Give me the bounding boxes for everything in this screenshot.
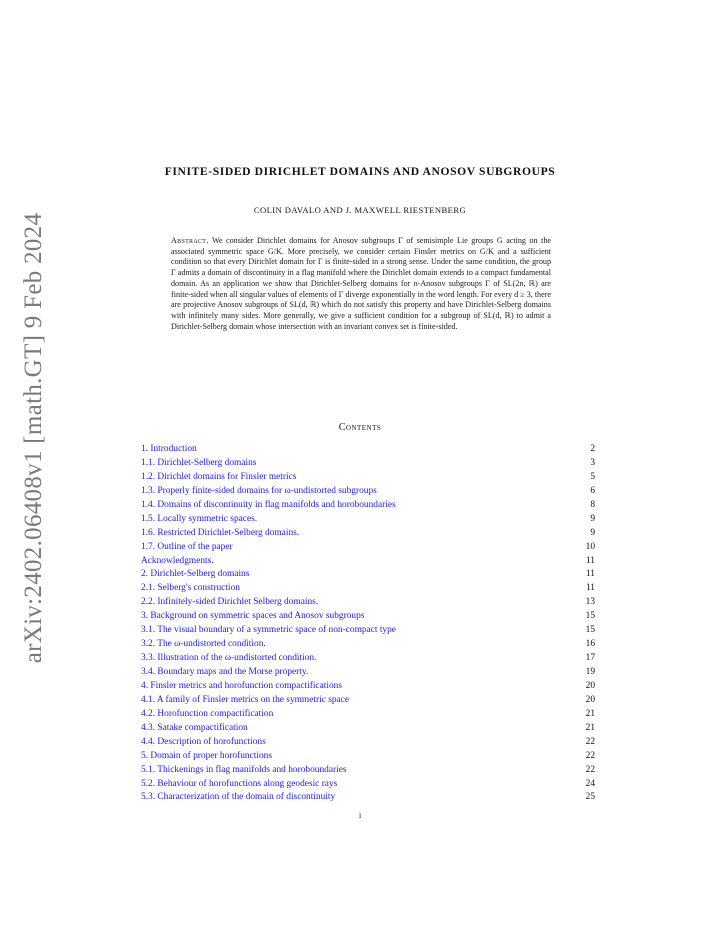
toc-row[interactable]: [141, 443, 595, 457]
toc-entry-link[interactable]: 1.5. Locally symmetric spaces.: [141, 513, 258, 524]
toc-row[interactable]: [141, 541, 595, 555]
toc-page-number: 21: [585, 708, 595, 719]
toc-entry-link[interactable]: 3. Background on symmetric spaces and Anosov subgroups: [141, 611, 365, 622]
toc-page-number: 8: [590, 499, 595, 510]
toc-row[interactable]: [141, 527, 595, 541]
toc-page-number: 15: [585, 611, 595, 622]
toc-row[interactable]: [141, 568, 595, 582]
toc-row[interactable]: [141, 694, 595, 708]
toc-page-number: 21: [585, 722, 595, 733]
toc-row[interactable]: [141, 499, 595, 513]
toc-page-number: 9: [590, 513, 595, 524]
toc-entry-link[interactable]: 1.4. Domains of discontinuity in flag manifolds and horoboundaries: [141, 499, 396, 510]
toc-page-number: 22: [585, 764, 595, 775]
toc-row[interactable]: [141, 778, 595, 792]
paper-authors: COLIN DAVALO AND J. MAXWELL RIESTENBERG: [253, 205, 467, 215]
toc-row[interactable]: [141, 764, 595, 778]
toc-row[interactable]: [141, 596, 595, 610]
toc-page-number: 11: [585, 569, 595, 580]
toc-entry-link[interactable]: 5.3. Characterization of the domain of discontinuity: [141, 792, 336, 803]
toc-entry-link[interactable]: 3.1. The visual boundary of a symmetric space of non-compact type: [141, 625, 396, 636]
toc-row[interactable]: [141, 791, 595, 805]
paper-title: FINITE-SIDED DIRICHLET DOMAINS AND ANOSOV SUBGROUPS: [164, 165, 556, 178]
toc-page-number: 9: [590, 527, 595, 538]
toc-entry-link[interactable]: 4.3. Satake compactification: [141, 722, 248, 733]
toc-row[interactable]: [141, 722, 595, 736]
toc-entry-link[interactable]: Acknowledgments.: [141, 555, 214, 566]
table-of-contents: [141, 443, 595, 805]
toc-page-number: 11: [585, 555, 595, 566]
toc-entry-link[interactable]: 1.7. Outline of the paper: [141, 541, 233, 552]
toc-entry-link[interactable]: 4.2. Horofunction compactification: [141, 708, 274, 719]
toc-row[interactable]: [141, 457, 595, 471]
toc-page-number: 19: [585, 667, 595, 677]
abstract-text: We consider Dirichlet domains for Anosov subgroups Γ of semisimple Lie groups G acting on the associated symmetric space G/K. More precisely, we consider certain Finsler metrics on G/K and a sufficient condition so that every Dirichlet domain for Γ is finite-sided in a strong sense. Under the same condition, the group Γ admits a domain of discontinuity in a flag manifold where the Dirichlet domain extends to a compact fundamental domain. As an application we show that Dirichlet-Selberg domains for n-Anosov subgroups Γ of SL(2n, ℝ) are finite-sided when all singular values of elements of Γ diverge exponentially in the word length. For every d ≥ 3, there are projective Anosov subgroups of SL(d, ℝ) which do not satisfy this property and have Dirichlet-Selberg domains with infinitely many sides. More generally, we give a sufficient condition for a subgroup of SL(d, ℝ) to admit a Dirichlet-Selberg domain whose intersection with an invariant convex set is finite-sided.: [171, 236, 551, 331]
toc-page-number: 13: [585, 597, 595, 608]
toc-entry-link[interactable]: 5.2. Behaviour of horofunctions along geodesic rays: [141, 778, 338, 789]
toc-entry-link[interactable]: 2. Dirichlet-Selberg domains: [141, 569, 250, 580]
toc-page-number: 22: [585, 736, 595, 747]
toc-row[interactable]: [141, 680, 595, 694]
toc-entry-link[interactable]: 4.4. Description of horofunctions: [141, 736, 266, 747]
toc-row[interactable]: [141, 555, 595, 569]
toc-page-number: 15: [585, 625, 595, 636]
toc-page-number: 10: [585, 541, 595, 552]
toc-page-number: 25: [585, 792, 595, 803]
toc-row[interactable]: [141, 471, 595, 485]
toc-page-number: 3: [590, 457, 595, 468]
toc-page-number: 5: [590, 471, 595, 482]
arxiv-identifier-stamp: arXiv:2402.06408v1 [math.GT] 9 Feb 2024: [20, 212, 47, 664]
toc-page-number: 20: [585, 680, 595, 691]
toc-row[interactable]: [141, 582, 595, 596]
toc-page-number: 6: [590, 485, 595, 496]
toc-entry-link[interactable]: 3.3. Illustration of the ω-undistorted condition.: [141, 653, 317, 664]
toc-entry-link[interactable]: 4.1. A family of Finsler metrics on the symmetric space: [141, 694, 350, 705]
toc-entry-link[interactable]: 2.2. Infinitely-sided Dirichlet Selberg domains.: [141, 597, 319, 608]
toc-page-number: 11: [585, 583, 595, 594]
abstract-label: Abstract.: [171, 236, 209, 245]
toc-entry-link[interactable]: 4. Finsler metrics and horofunction compactifications: [141, 680, 342, 691]
toc-entry-link[interactable]: 1.3. Properly finite-sided domains for ω-undistorted subgroups: [141, 485, 377, 496]
page-number: 1: [358, 812, 362, 820]
toc-row[interactable]: [141, 485, 595, 499]
toc-entry-link[interactable]: 1.2. Dirichlet domains for Finsler metrics: [141, 471, 297, 482]
toc-page-number: 20: [585, 694, 595, 705]
toc-page-number: 2: [590, 444, 595, 454]
toc-row[interactable]: [141, 750, 595, 764]
toc-row[interactable]: [141, 652, 595, 666]
toc-row[interactable]: [141, 638, 595, 652]
toc-page-number: 24: [585, 778, 595, 789]
toc-entry-link[interactable]: 1. Introduction: [141, 444, 197, 454]
toc-row[interactable]: [141, 513, 595, 527]
toc-row[interactable]: [141, 610, 595, 624]
toc-row[interactable]: [141, 736, 595, 750]
toc-row[interactable]: [141, 708, 595, 722]
abstract: [171, 236, 551, 332]
toc-row[interactable]: [141, 666, 595, 680]
toc-entry-link[interactable]: 3.4. Boundary maps and the Morse property.: [141, 667, 309, 677]
toc-entry-link[interactable]: 5. Domain of proper horofunctions: [141, 750, 272, 761]
toc-row[interactable]: [141, 624, 595, 638]
toc-entry-link[interactable]: 3.2. The ω-undistorted condition.: [141, 639, 266, 650]
toc-page-number: 16: [585, 639, 595, 650]
toc-page-number: 17: [585, 653, 595, 664]
toc-page-number: 22: [585, 750, 595, 761]
toc-entry-link[interactable]: 1.6. Restricted Dirichlet-Selberg domains.: [141, 527, 300, 538]
contents-heading: Contents: [338, 422, 382, 433]
toc-entry-link[interactable]: 5.1. Thickenings in flag manifolds and horoboundaries: [141, 764, 347, 775]
toc-entry-link[interactable]: 2.1. Selberg's construction: [141, 583, 240, 594]
toc-entry-link[interactable]: 1.1. Dirichlet-Selberg domains: [141, 457, 257, 468]
